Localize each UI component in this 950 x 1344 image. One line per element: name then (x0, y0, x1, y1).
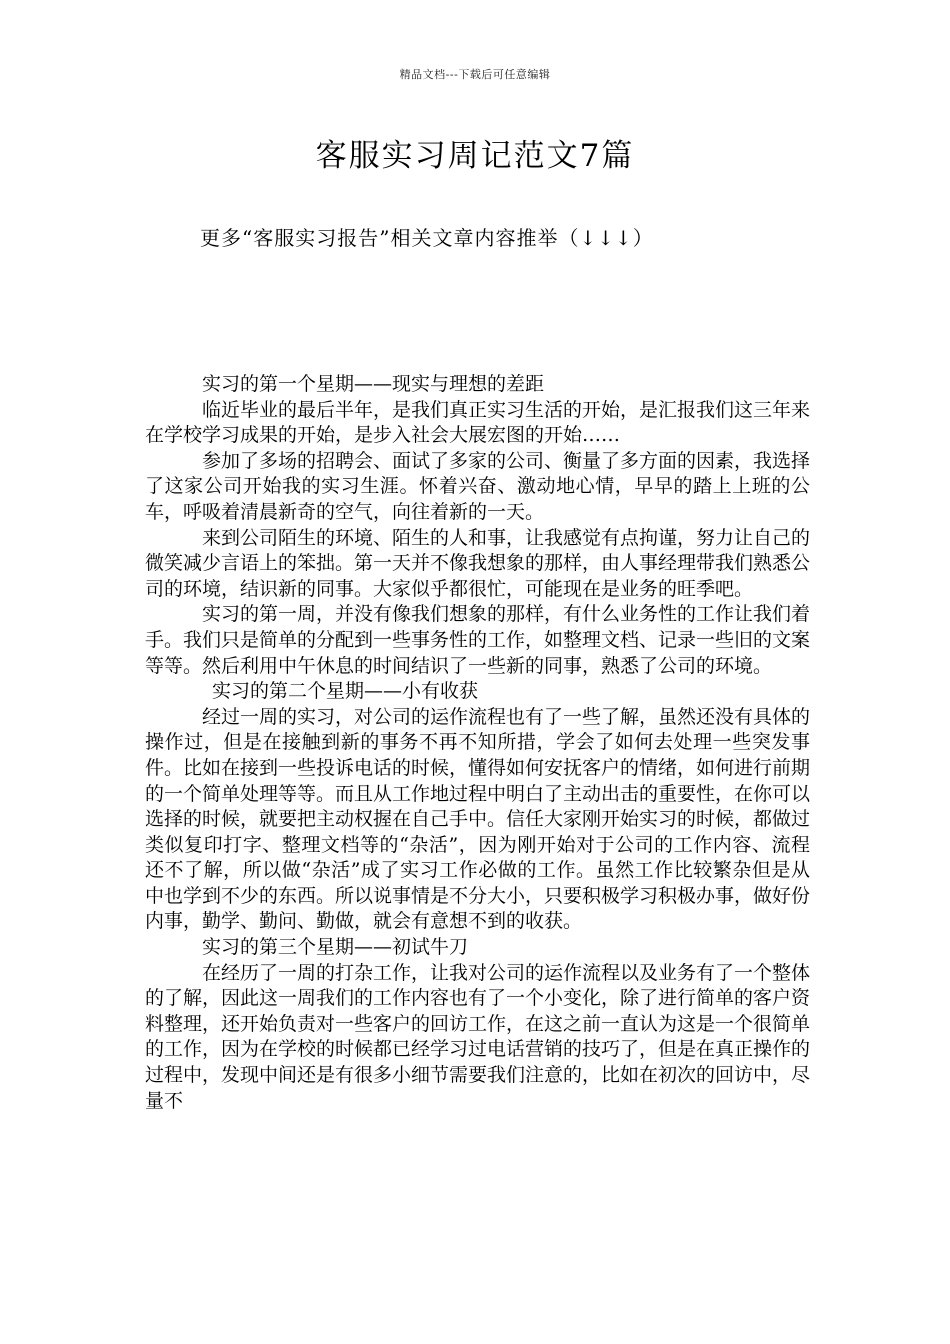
paragraph: 参加了多场的招聘会、面试了多家的公司、衡量了多方面的因素，我选择了这家公司开始我的实习生涯。怀着兴奋、激动地心情，早早的踏上上班的公车，呼吸着清晨新奇的空气，向往着新的一天。 (145, 449, 811, 523)
paragraph: 经过一周的实习，对公司的运作流程也有了一些了解，虽然还没有具体的操作过，但是在接触到新的事务不再不知所措，学会了如何去处理一些突发事件。比如在接到一些投诉电话的时候，懂得如何安抚客户的情绪，如何进行前期的一个简单处理等等。而且从工作地过程中明白了主动出击的重要性，在你可以选择的时候，就要把主动权握在自己手中。信任大家刚开始实习的时候，都做过类似复印打字、整理文档等的“杂活”，因为刚开始对于公司的工作内容、流程还不了解，所以做“杂活”成了实习工作必做的工作。虽然工作比较繁杂但是从中也学到不少的东西。所以说事情是不分大小，只要积极学习积极办事，做好份内事，勤学、勤问、勤做，就会有意想不到的收获。 (145, 705, 811, 933)
document-title: 客服实习周记范文7篇 (315, 138, 635, 174)
paragraph: 临近毕业的最后半年，是我们真正实习生活的开始，是汇报我们这三年来在学校学习成果的开始，是步入社会大展宏图的开始…… (145, 398, 811, 447)
section-heading: 实习的第二个星期——小有收获 (212, 680, 479, 703)
section-heading: 实习的第三个星期——初试牛刀 (202, 936, 469, 959)
paragraph: 在经历了一周的打杂工作，让我对公司的运作流程以及业务有了一个整体的了解，因此这一周我们的工作内容也有了一个小变化，除了进行简单的客户资料整理，还开始负责对一些客户的回访工作，在这之前一直认为这是一个很简单的工作，因为在学校的时候都已经学习过电话营销的技巧了，但是在真正操作的过程中，发现中间还是有很多小细节需要我们注意的，比如在初次的回访中，尽量不 (145, 961, 811, 1112)
header-note: 精品文档---下载后可任意编辑 (399, 68, 551, 81)
paragraph: 来到公司陌生的环境、陌生的人和事，让我感觉有点拘谨，努力让自己的微笑减少言语上的笨拙。第一天并不像我想象的那样，由人事经理带我们熟悉公司的环境，结识新的同事。大家似乎都很忙，可能现在是业务的旺季吧。 (145, 526, 811, 600)
paragraph: 实习的第一周，并没有像我们想象的那样，有什么业务性的工作让我们着手。我们只是简单的分配到一些事务性的工作，如整理文档、记录一些旧的文案等等。然后利用中午休息的时间结识了一些新的同事，熟悉了公司的环境。 (145, 603, 811, 677)
document-body (145, 372, 810, 1114)
section-heading: 实习的第一个星期——现实与理想的差距 (202, 373, 545, 395)
recommend-link-text[interactable]: 更多“客服实习报告”相关文章内容推举（↓↓↓） (200, 226, 654, 250)
